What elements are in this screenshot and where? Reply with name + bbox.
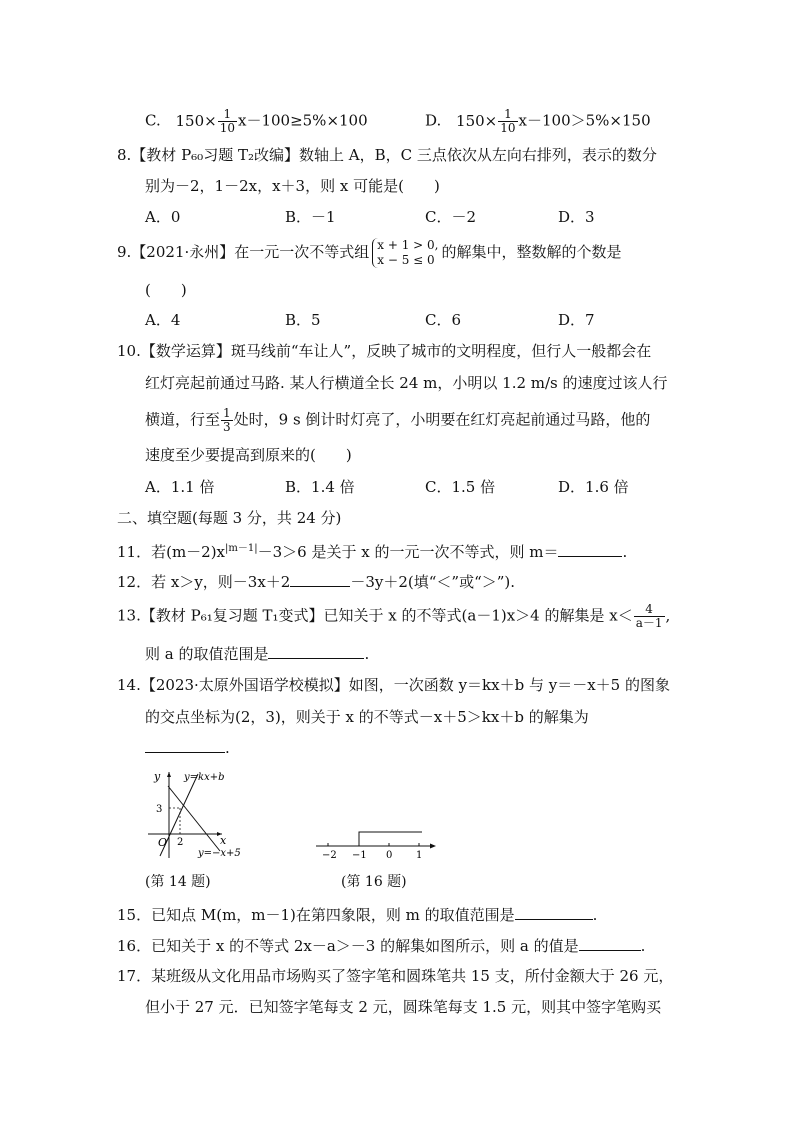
fraction-denominator: 3 — [223, 420, 231, 434]
q12-pre: 12．若 x＞y，则－3x＋2 — [117, 573, 291, 591]
fraction-denominator: 10 — [219, 121, 235, 135]
q12-post: －3y＋2(填“＜”或“＞”). — [350, 573, 516, 591]
q11 — [117, 539, 627, 562]
q11-answer-blank[interactable] — [558, 540, 622, 557]
q16-pre: 16．已知关于 x 的不等式 2x－a＞－3 的解集如图所示，则 a 的值是 — [117, 937, 579, 955]
q15-pre: 15．已知点 M(m，m－1)在第四象限，则 m 的取值范围是 — [117, 906, 515, 924]
origin-label: O — [158, 836, 168, 849]
q9-option-d: D．7 — [558, 311, 595, 329]
q15-answer-blank[interactable] — [515, 903, 593, 920]
fraction-numerator: 4 — [634, 603, 665, 617]
y-tick-3: 3 — [156, 804, 163, 815]
tick-label: −1 — [352, 850, 367, 861]
q7-option-d-letter: D. — [425, 111, 442, 130]
fraction-denominator: 10 — [500, 121, 516, 135]
q15-end: . — [592, 906, 598, 924]
q16-end: . — [640, 937, 646, 955]
q9-option-b: B．5 — [285, 311, 321, 329]
q8-option-b: B．－1 — [285, 208, 336, 226]
q14-line2: 的交点坐标为(2，3)，则关于 x 的不等式－x＋5＞kx＋b 的解集为 — [145, 708, 589, 726]
q13-fraction — [634, 603, 665, 630]
q14-answer-blank[interactable] — [145, 736, 225, 753]
q16-answer-blank[interactable] — [579, 934, 641, 951]
q13-line2-pre: 则 a 的取值范围是 — [145, 645, 269, 663]
x-tick-2: 2 — [177, 837, 184, 848]
fraction-numerator: 1 — [223, 406, 231, 420]
tick-label: −2 — [322, 850, 337, 861]
fraction-numerator: 1 — [218, 108, 237, 122]
q8-line1: 8.【教材 P₆₀习题 T₂改编】数轴上 A，B，C 三点依次从左向右排列，表示的数分 — [117, 146, 657, 164]
q9-option-c: C．6 — [425, 311, 462, 329]
tick-label: 0 — [386, 850, 393, 861]
q8-option-c: C．－2 — [425, 208, 477, 226]
q13-answer-blank[interactable] — [268, 642, 364, 659]
number-line-arrow — [430, 844, 436, 849]
line2-label: y=−x+5 — [198, 848, 241, 859]
q10-line3-post: 处时，9 s 倒计时灯亮了，小明要在红灯亮起前通过马路，他的 — [233, 410, 651, 429]
q17-line1: 17．某班级从文化用品市场购买了签字笔和圆珠笔共 15 支，所付金额大于 26 元， — [117, 967, 674, 985]
figure-14-caption: (第 14 题) — [145, 874, 211, 890]
q7-option-d-pre: 150× — [456, 111, 498, 130]
q9-line1 — [117, 238, 622, 268]
q11-exponent: |m－1| — [225, 543, 258, 554]
q9-option-a: A．4 — [145, 311, 181, 329]
q10-fraction — [221, 407, 233, 434]
q7-option-c-pre: 150× — [175, 111, 217, 130]
line1-label: y=kx+b — [184, 772, 225, 783]
q10-line3 — [145, 407, 650, 434]
q7-option-c-post: x－100≥5%×100 — [237, 111, 368, 130]
section-heading-fill-in: 二、填空题(每题 3 分，共 24 分) — [117, 509, 342, 527]
figure-14-graph — [140, 766, 260, 864]
fraction-numerator: 1 — [498, 108, 517, 122]
q13-line2-end: . — [364, 645, 370, 663]
q10-line3-pre: 横道，行至 — [145, 410, 221, 429]
q9-pre: 9.【2021·永州】在一元一次不等式组 — [117, 243, 370, 261]
q10-line1: 10.【数学运算】斑马线前“车让人”，反映了城市的文明程度，但行人一般都会在 — [117, 342, 652, 360]
q14-line3-end: . — [225, 739, 230, 757]
x-axis-label: x — [220, 834, 227, 847]
figure-16-caption: (第 16 题) — [341, 874, 407, 890]
q13-pre: 13.【教材 P₆₁复习题 T₁变式】已知关于 x 的不等式(a－1)x＞4 的解集是 x＜ — [117, 606, 633, 625]
figure-16-number-line — [312, 822, 444, 862]
q8-option-d: D．3 — [558, 208, 595, 226]
q8-option-a: A．0 — [145, 208, 181, 226]
y-axis-label: y — [154, 770, 161, 783]
q16 — [117, 934, 645, 956]
q9-system-row1: x + 1 > 0, — [377, 238, 439, 252]
q10-line2: 红灯亮起前通过马路. 某人行横道全长 24 m，小明以 1.2 m/s 的速度过该人行 — [145, 374, 668, 392]
q13-line1 — [117, 603, 670, 630]
solution-set-indicator — [359, 832, 422, 846]
q9-line2: ( ) — [145, 281, 187, 299]
q9-inequality-system — [372, 238, 438, 268]
q7-option-c — [145, 108, 368, 135]
q13-end: , — [665, 606, 671, 625]
y-axis-arrow — [167, 772, 171, 777]
q13-line2 — [145, 642, 369, 664]
fraction-denominator: a－1 — [635, 616, 663, 630]
q10-option-c: C．1.5 倍 — [425, 478, 496, 496]
q10-line4: 速度至少要提高到原来的( ) — [145, 446, 352, 464]
q14-line3 — [145, 736, 230, 758]
q9-system-row2: x − 5 ≤ 0 — [377, 253, 435, 267]
q10-option-b: B．1.4 倍 — [285, 478, 355, 496]
q8-line2: 别为－2，1－2x，x＋3，则 x 可能是( ) — [145, 177, 440, 195]
q10-option-a: A．1.1 倍 — [145, 478, 215, 496]
q7-option-c-fraction — [218, 108, 237, 135]
q7-option-d-post: x－100＞5%×150 — [518, 111, 651, 130]
q9-post: 的解集中，整数解的个数是 — [441, 243, 622, 261]
q11-pre: 11．若(m－2)x — [117, 543, 226, 561]
q11-end: . — [622, 543, 628, 561]
q17-line2: 但小于 27 元．已知签字笔每支 2 元，圆珠笔每支 1.5 元，则其中签字笔购买 — [145, 998, 662, 1016]
q7-option-d — [425, 108, 651, 135]
q7-option-c-letter: C. — [145, 111, 161, 130]
q11-post: －3＞6 是关于 x 的一元一次不等式，则 m＝ — [257, 543, 559, 561]
q12-answer-blank[interactable] — [290, 570, 350, 587]
q15 — [117, 903, 597, 925]
q10-option-d: D．1.6 倍 — [558, 478, 629, 496]
line-neg-x-plus-5 — [168, 786, 220, 851]
tick-label: 1 — [416, 850, 423, 861]
q7-option-d-fraction — [498, 108, 517, 135]
q14-line1: 14.【2023·太原外国语学校模拟】如图，一次函数 y＝kx＋b 与 y＝－x＋5 的图象 — [117, 676, 670, 694]
q12 — [117, 570, 515, 592]
